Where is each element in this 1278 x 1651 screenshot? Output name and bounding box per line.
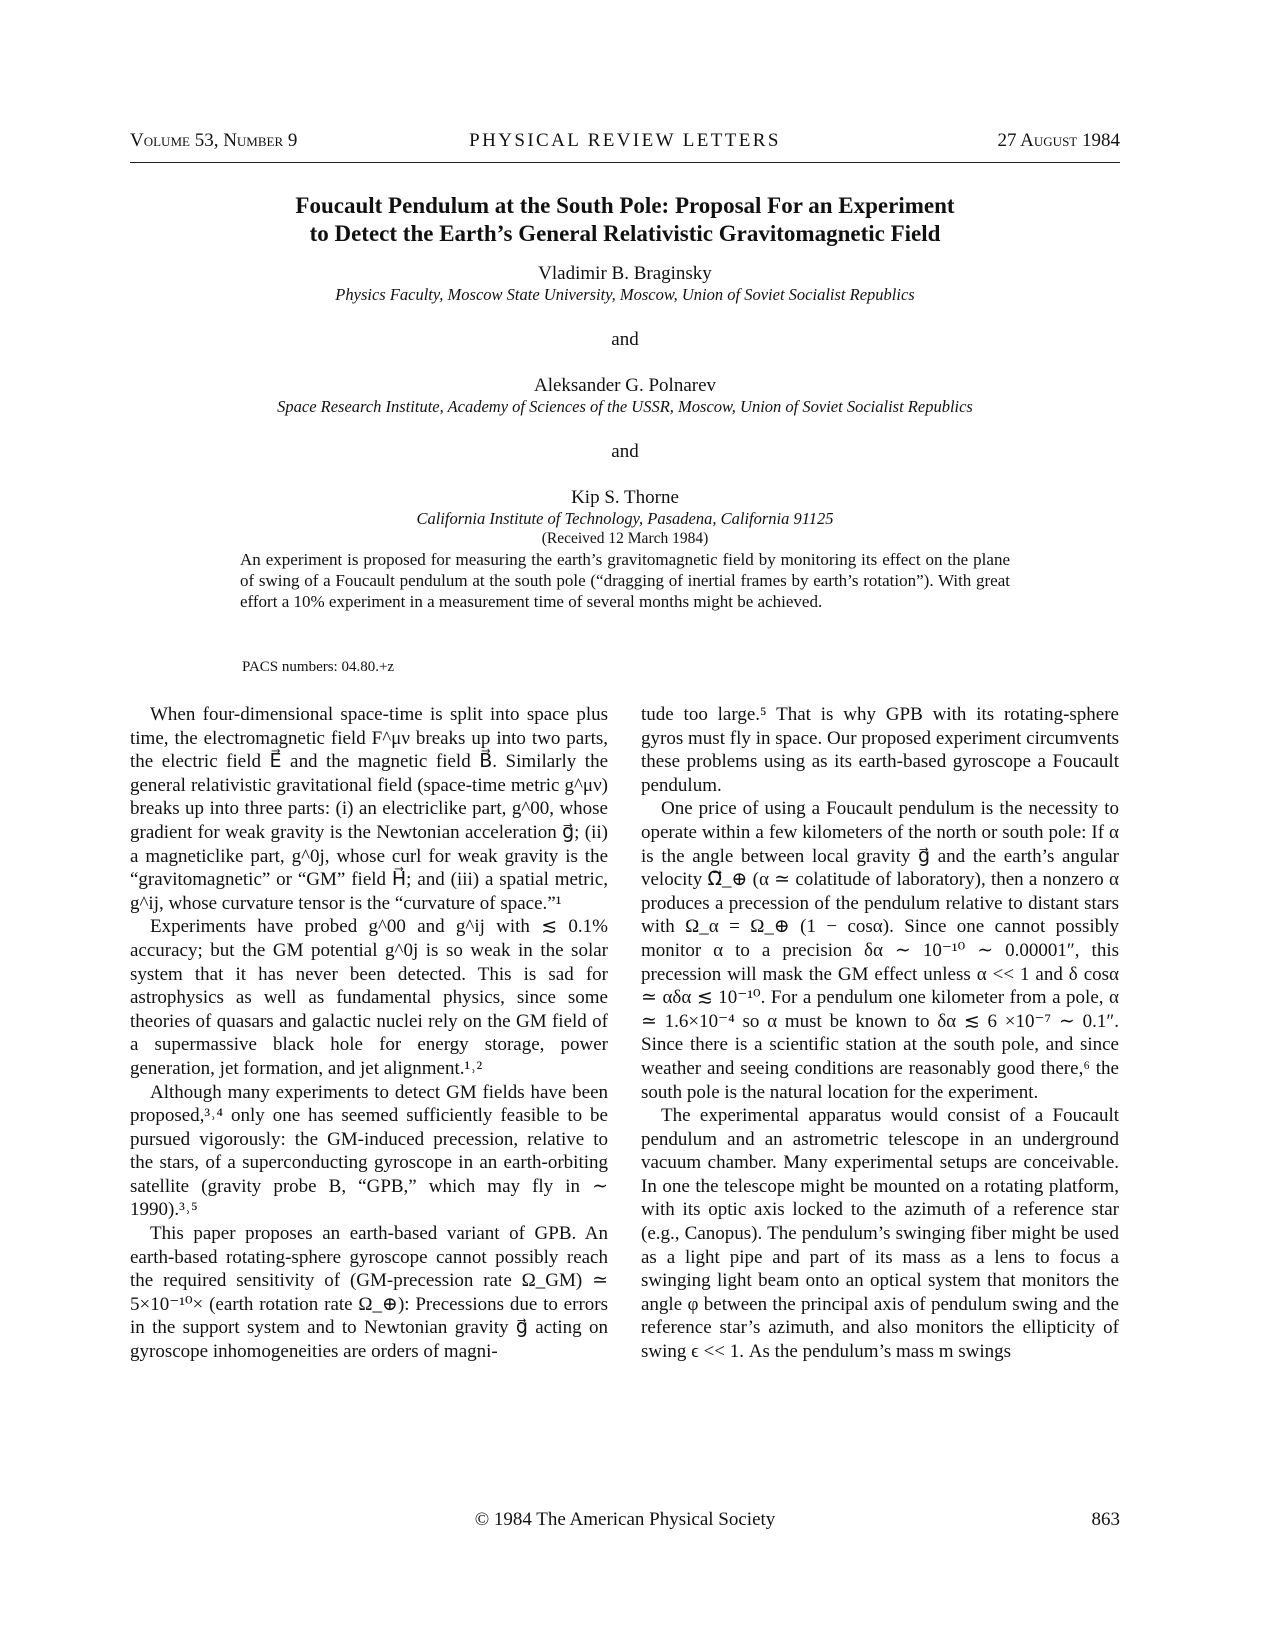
author-affiliation: California Institute of Technology, Pasadena, California 91125 bbox=[416, 509, 834, 528]
body-paragraph: This paper proposes an earth-based variant of GPB. An earth-based rotating-sphere gyroscope cannot possibly reach the required sensitivity of (GM-precession rate Ω_GM) ≃ 5×10⁻¹⁰× (earth rotation rate Ω_⊕): Precessions due to errors in the support system and to Newtonian gravity g⃗ acting on gyroscope inhomogeneities are orders of magni- bbox=[130, 1223, 608, 1363]
paper-title bbox=[130, 192, 1120, 248]
body-paragraph: When four-dimensional space-time is split into space plus time, the electromagnetic field F^μν breaks up into two parts, the electric field E⃗ and the magnetic field B⃗. Similarly the general relativistic gravitational field (space-time metric g^μν) breaks up into three parts: (i) an electriclike part, g^00, whose gradient for weak gravity is the Newtonian acceleration g⃗; (ii) a magneticlike part, g^0j, whose curl for weak gravity is the “gravitomagnetic” or “GM” field H⃗; and (iii) a spatial metric, g^ij, whose curvature tensor is the “curvature of space.”¹ bbox=[130, 704, 608, 914]
author-name: Vladimir B. Braginsky bbox=[538, 263, 712, 284]
body-column-left bbox=[130, 703, 608, 1364]
body-paragraph: The experimental apparatus would consist of a Foucault pendulum and an astrometric telescope in an underground vacuum chamber. Many experimental setups are conceivable. In one the telescope might be mounted on a rotating platform, with its optic axis locked to the azimuth of a reference star (e.g., Canopus). The pendulum’s swinging fiber might be used as a light pipe and part of its mass as a lens to focus a swinging light beam onto an optical system that monitors the angle φ between the principal axis of pendulum swing and the reference star’s azimuth, and also monitors the ellipticity of swing ϵ << 1. As the pendulum’s mass m swings bbox=[641, 1105, 1119, 1363]
title-line-1: Foucault Pendulum at the South Pole: Proposal For an Experiment bbox=[295, 193, 955, 218]
running-header bbox=[130, 130, 1120, 163]
body-paragraph: Although many experiments to detect GM fields have been proposed,³˒⁴ only one has seemed sufficiently feasible to be pursued vigorously: the GM-induced precession, relative to the stars, of a superconducting gyroscope in an earth-orbiting satellite (gravity probe B, “GPB,” which may fly in ∼ 1990).³˒⁵ bbox=[130, 1081, 608, 1221]
pacs-numbers: PACS numbers: 04.80.+z bbox=[242, 659, 395, 675]
author-name: Aleksander G. Polnarev bbox=[533, 375, 717, 396]
abstract: An experiment is proposed for measuring the earth’s gravitomagnetic field by monitoring its effect on the plane of swing of a Foucault pendulum at the south pole (“dragging of inertial frames by earth’s rotation”). With great effort a 10% experiment in a measurement time of several months might be achieved. bbox=[240, 550, 1010, 611]
author-separator: and bbox=[611, 329, 639, 350]
author-affiliation: Space Research Institute, Academy of Sciences of the USSR, Moscow, Union of Soviet Socialist Republics bbox=[277, 397, 973, 416]
author-block bbox=[130, 263, 1120, 549]
copyright-notice: © 1984 The American Physical Society bbox=[474, 1509, 776, 1530]
page-number: 863 bbox=[1091, 1509, 1120, 1530]
received-date: (Received 12 March 1984) bbox=[541, 530, 709, 547]
journal-name: PHYSICAL REVIEW LETTERS bbox=[469, 130, 781, 151]
author-separator: and bbox=[611, 441, 639, 462]
body-column-right bbox=[641, 703, 1119, 1364]
author-name: Kip S. Thorne bbox=[571, 487, 679, 508]
title-line-2: to Detect the Earth’s General Relativistic Gravitomagnetic Field bbox=[309, 221, 941, 246]
volume-number: Volume 53, Number 9 bbox=[130, 130, 298, 151]
author-affiliation: Physics Faculty, Moscow State University, Moscow, Union of Soviet Socialist Republics bbox=[335, 285, 915, 304]
body-paragraph: tude too large.⁵ That is why GPB with its rotating-sphere gyros must fly in space. Our proposed experiment circumvents these problems using as its earth-based gyroscope a Foucault pendulum. bbox=[641, 704, 1119, 796]
body-paragraph: One price of using a Foucault pendulum is the necessity to operate within a few kilometers of the north or south pole: If α is the angle between local gravity g⃗ and the earth’s angular velocity Ω⃗_⊕ (α ≃ colatitude of laboratory), then a nonzero α produces a precession of the pendulum relative to distant stars with Ω_α = Ω_⊕ (1 − cosα). Since one cannot possibly monitor α to a precision δα ∼ 10⁻¹⁰ ∼ 0.00001″, this precession will mask the GM effect unless α << 1 and δ cosα ≃ αδα ≲ 10⁻¹⁰. For a pendulum one kilometer from a pole, α ≃ 1.6×10⁻⁴ so α must be known to δα ≲ 6 ×10⁻⁷ ∼ 0.1″. Since there is a scientific station at the south pole, and since weather and seeing conditions are reasonably good there,⁶ the south pole is the natural location for the experiment. bbox=[641, 798, 1119, 1103]
body-paragraph: Experiments have probed g^00 and g^ij with ≲ 0.1% accuracy; but the GM potential g^0j is so weak in the solar system that it has never been detected. This is sad for astrophysics as well as fundamental physics, since some theories of quasars and galactic nuclei rely on the GM field of a supermassive black hole for energy storage, power generation, jet formation, and jet alignment.¹˒² bbox=[130, 916, 608, 1079]
issue-date: 27 August 1984 bbox=[997, 130, 1120, 151]
